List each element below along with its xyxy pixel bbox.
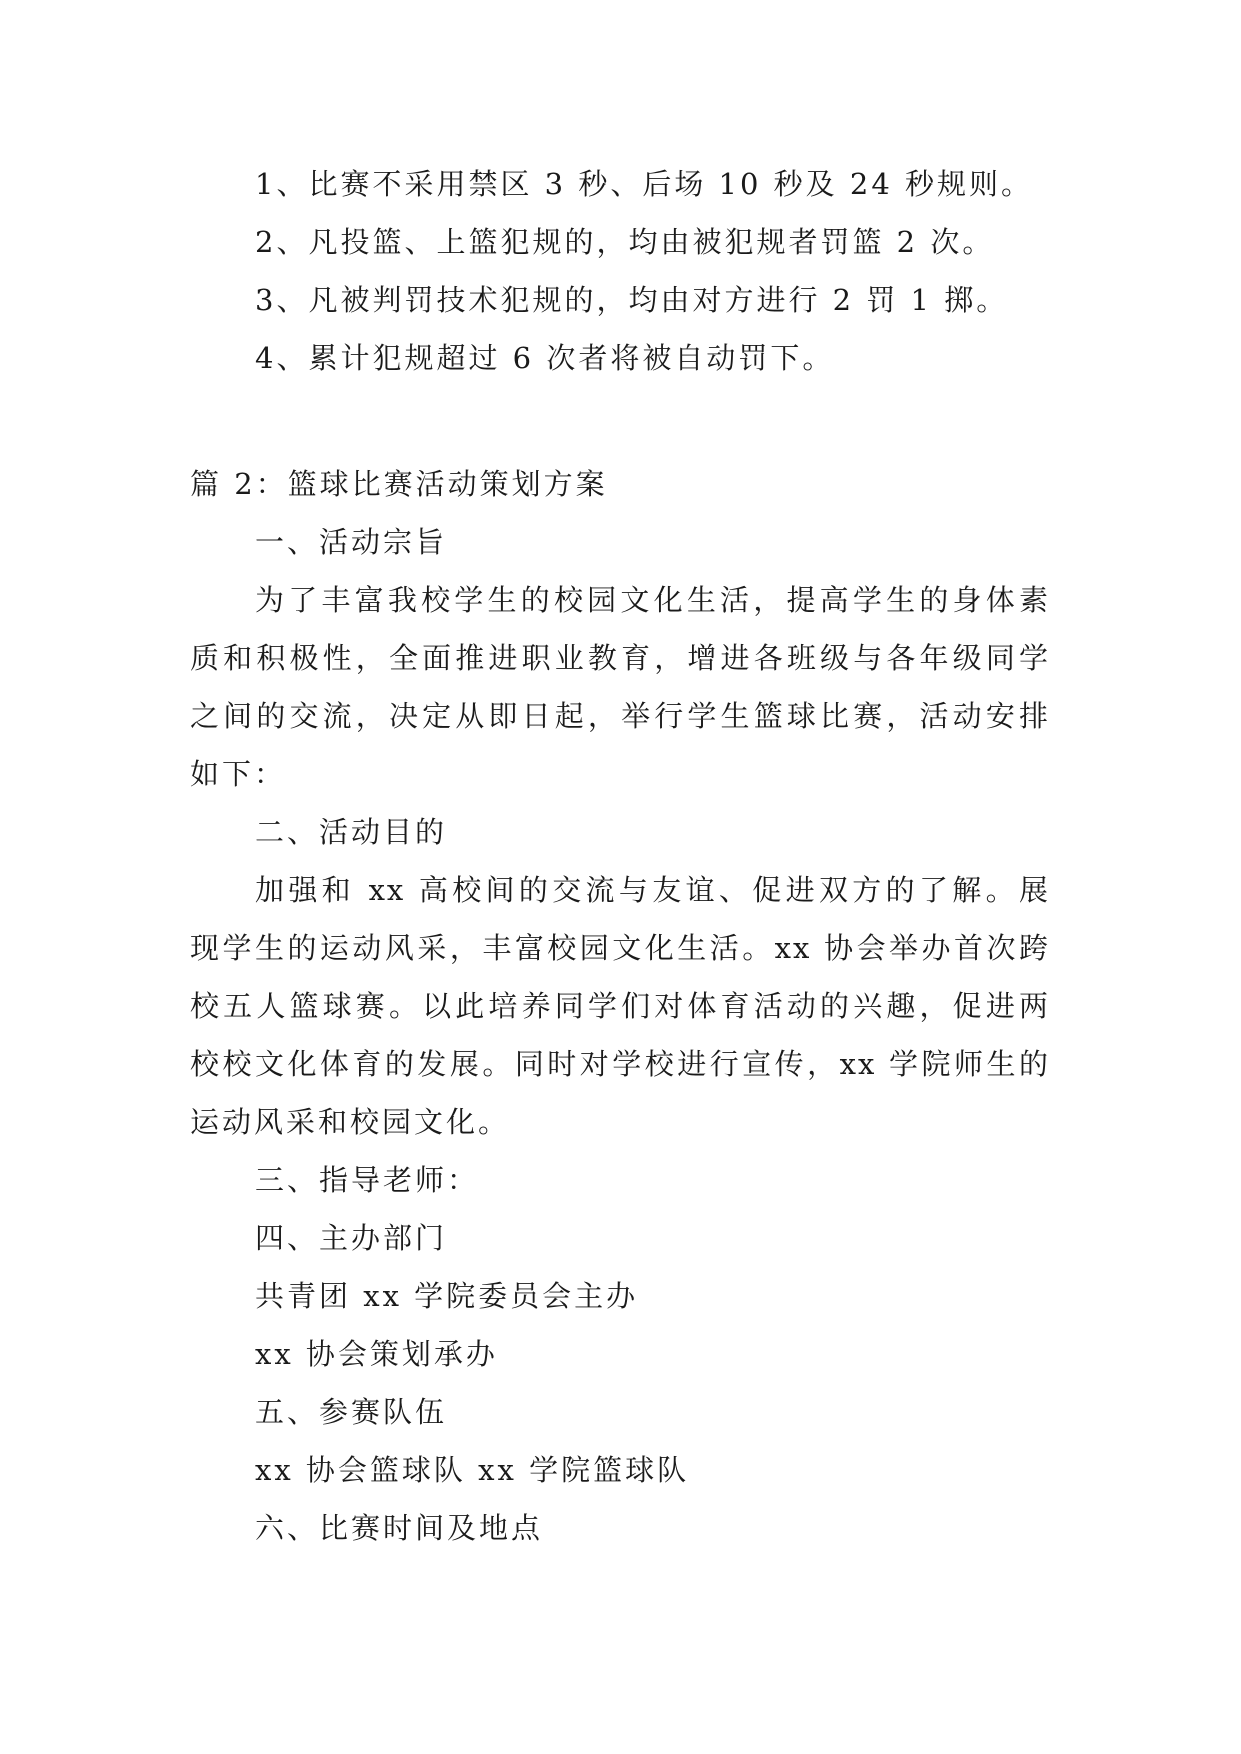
section-3-heading: 三、指导老师： xyxy=(255,1163,480,1197)
section-1-line-3: 之间的交流，决定从即日起，举行学生篮球比赛，活动安排 xyxy=(190,699,1050,733)
rule-4: 4、累计犯规超过 6 次者将被自动罚下。 xyxy=(255,341,835,375)
section-2-line-3: 校五人篮球赛。以此培养同学们对体育活动的兴趣，促进两 xyxy=(190,989,1050,1023)
section-2-line-2: 现学生的运动风采，丰富校园文化生活。xx 协会举办首次跨 xyxy=(190,931,1050,965)
article-title: 篇 2：篮球比赛活动策划方案 xyxy=(190,467,608,501)
section-2-line-1: 加强和 xx 高校间的交流与友谊、促进双方的了解。展 xyxy=(255,873,1050,907)
section-4-heading: 四、主办部门 xyxy=(255,1221,448,1255)
section-1-heading: 一、活动宗旨 xyxy=(255,525,448,559)
section-5-line-1: xx 协会篮球队 xx 学院篮球队 xyxy=(255,1453,690,1487)
section-2-line-5: 运动风采和校园文化。 xyxy=(190,1105,511,1139)
rule-1: 1、比赛不采用禁区 3 秒、后场 10 秒及 24 秒规则。 xyxy=(255,167,1034,201)
rule-3: 3、凡被判罚技术犯规的，均由对方进行 2 罚 1 掷。 xyxy=(255,283,1009,317)
section-1-line-1: 为了丰富我校学生的校园文化生活，提高学生的身体素 xyxy=(255,583,1050,617)
section-4-line-1: 共青团 xx 学院委员会主办 xyxy=(255,1279,639,1313)
section-1-line-4: 如下： xyxy=(190,757,287,791)
section-4-line-2: xx 协会策划承办 xyxy=(255,1337,498,1371)
section-1-line-2: 质和积极性，全面推进职业教育，增进各班级与各年级同学 xyxy=(190,641,1050,675)
section-6-heading: 六、比赛时间及地点 xyxy=(255,1511,544,1545)
section-2-heading: 二、活动目的 xyxy=(255,815,448,849)
section-2-line-4: 校校文化体育的发展。同时对学校进行宣传，xx 学院师生的 xyxy=(190,1047,1050,1081)
rule-2: 2、凡投篮、上篮犯规的，均由被犯规者罚篮 2 次。 xyxy=(255,225,995,259)
section-5-heading: 五、参赛队伍 xyxy=(255,1395,448,1429)
